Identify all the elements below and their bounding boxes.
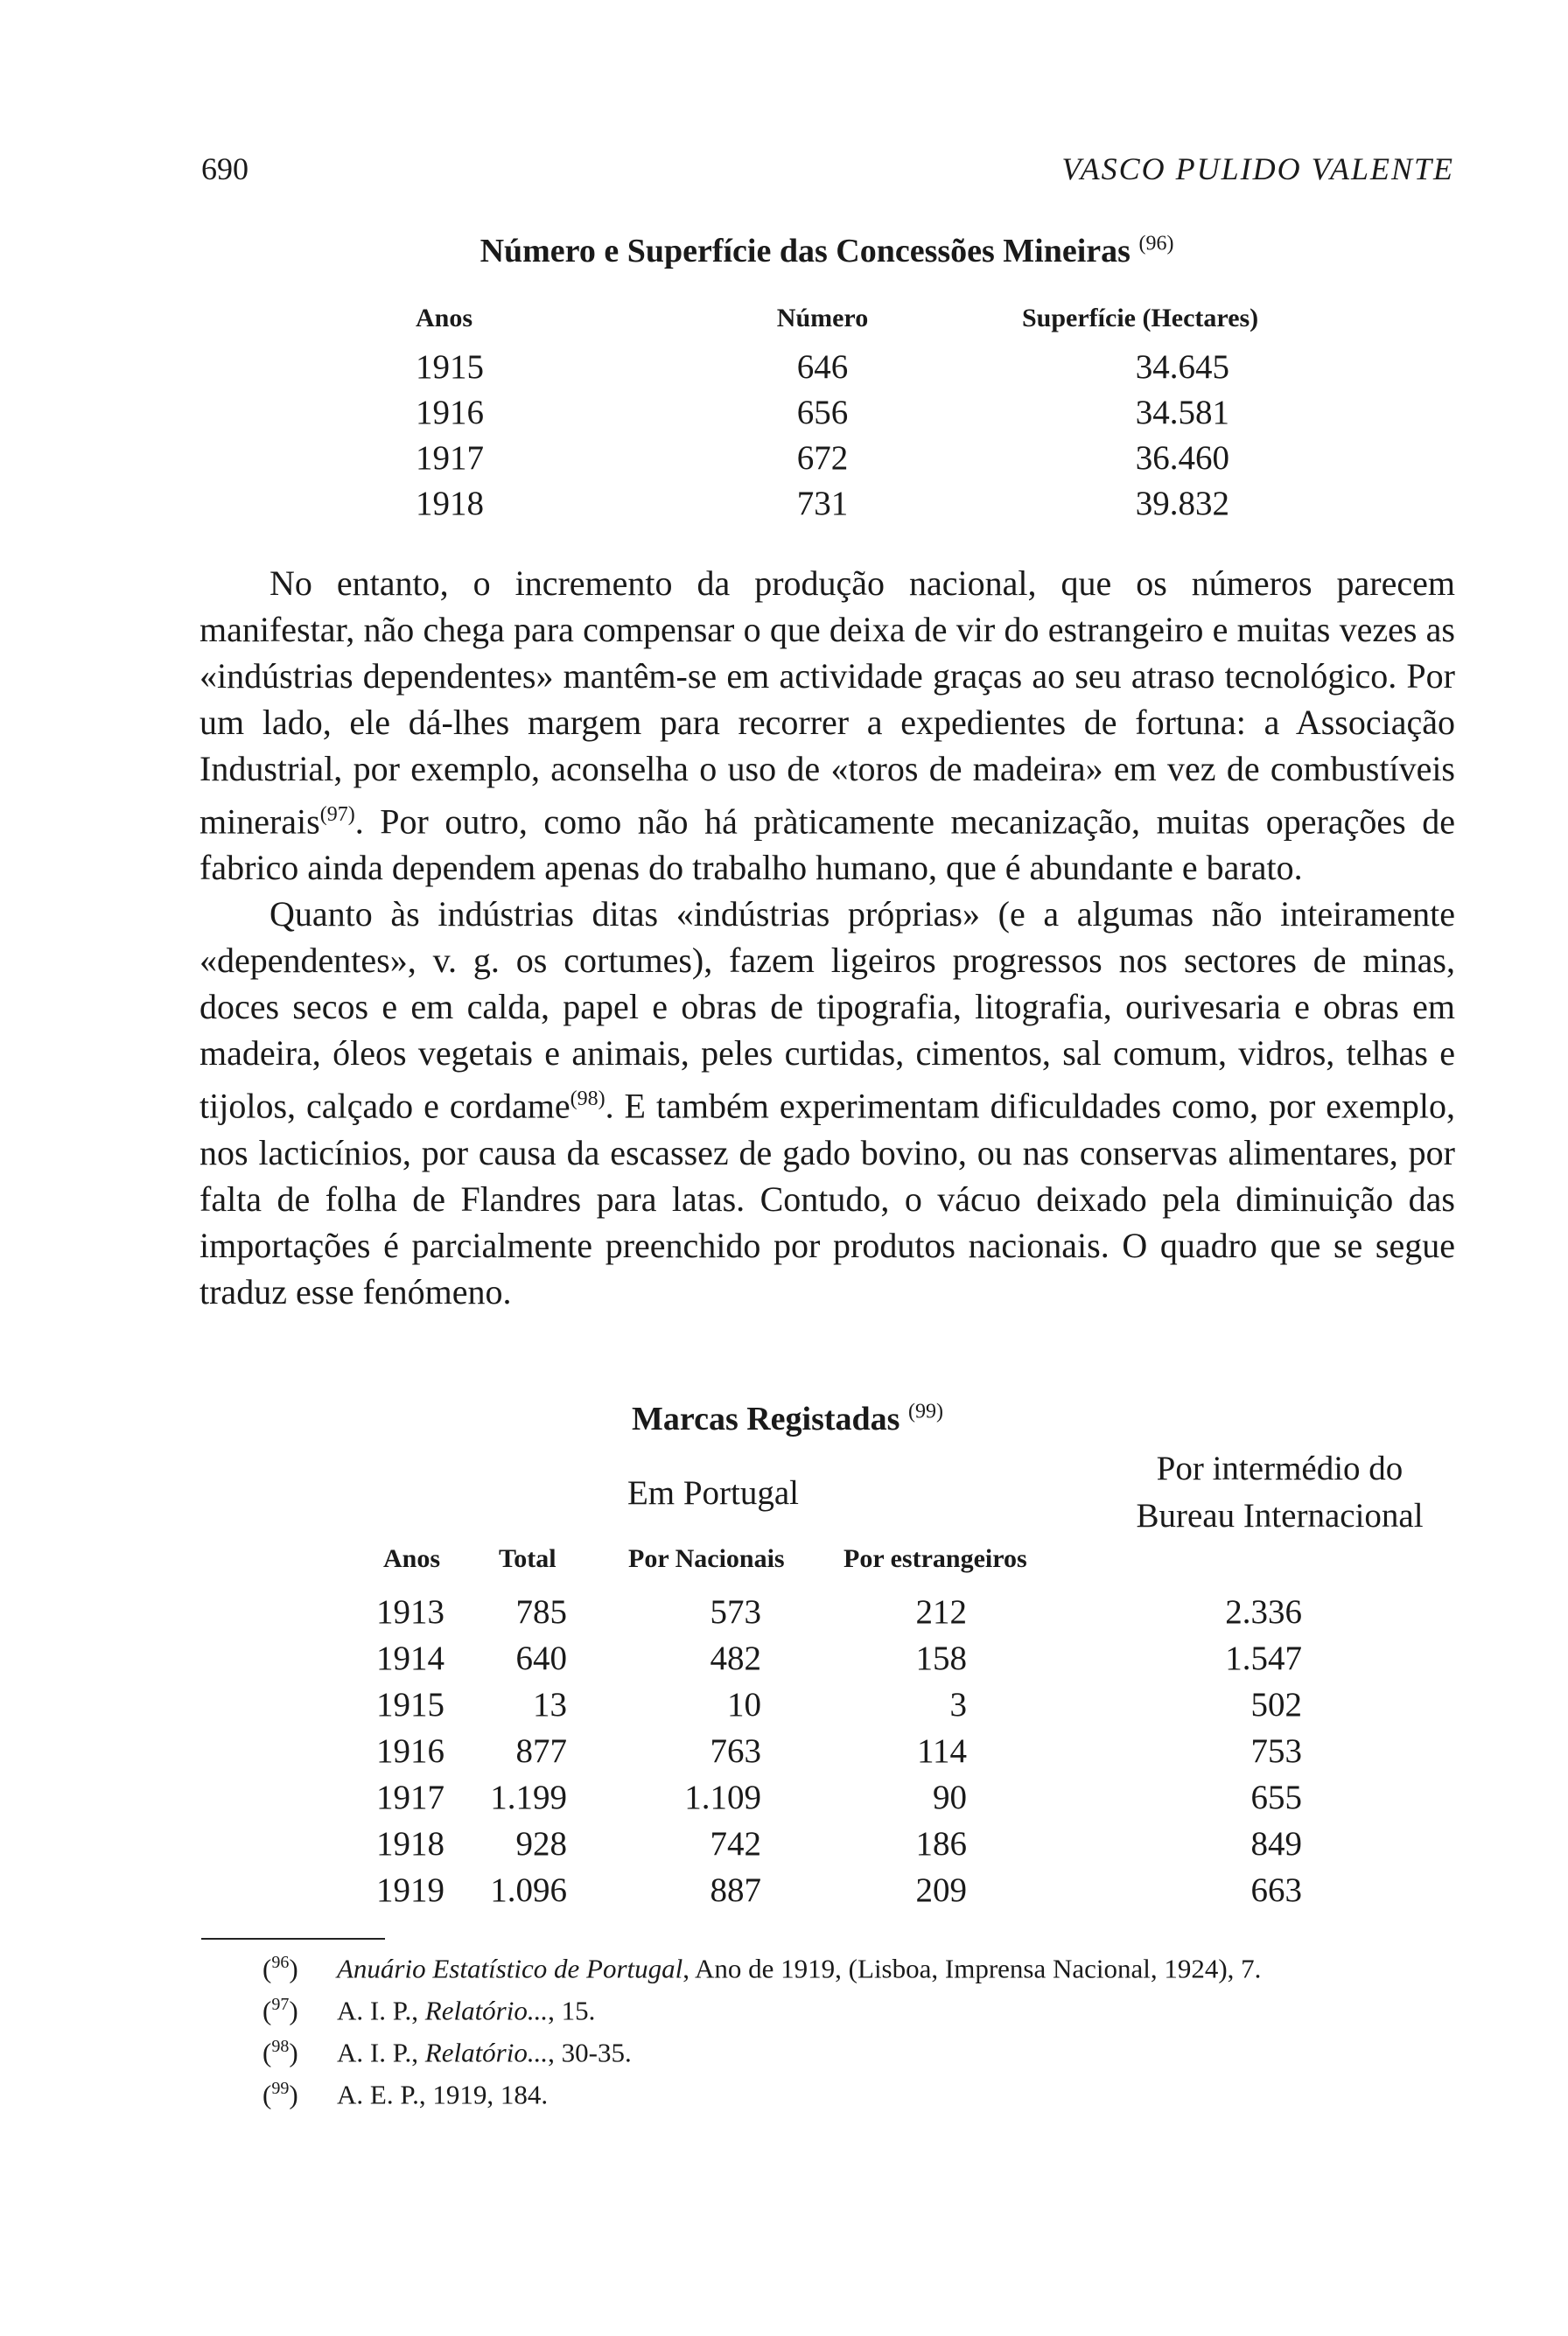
table1-year: 1915 <box>416 348 484 386</box>
table1-number: 672 <box>796 439 849 477</box>
group-header-portugal: Em Portugal <box>626 1474 800 1512</box>
table2-year: 1915 <box>376 1686 444 1724</box>
table1-title-text: Número e Superfície das Concessões Mineiras <box>480 233 1130 269</box>
footnote-number: ($^{98}$) <box>262 2037 298 2068</box>
footnote-prefix: A. I. P., <box>337 1995 425 2026</box>
table2-estrangeiros: 114 <box>916 1732 967 1770</box>
table2-nacionais: 573 <box>710 1593 761 1631</box>
table1-number: 656 <box>796 394 849 431</box>
footnote-item <box>262 1953 1261 1984</box>
table2-note-ref: (99) <box>907 1400 943 1423</box>
footnote-prefix: A. I. P., <box>337 2037 425 2068</box>
table2-bureau: 849 <box>1250 1825 1302 1863</box>
footnote-ref-98: (98) <box>570 1088 606 1111</box>
table2-estrangeiros: 186 <box>915 1825 967 1863</box>
table1-area: 34.645 <box>1135 348 1229 386</box>
table2-estrangeiros: 158 <box>915 1640 967 1677</box>
table2-bureau: 1.547 <box>1225 1640 1302 1677</box>
table2-total: 13 <box>533 1686 567 1724</box>
table2-nacionais: 10 <box>727 1686 761 1724</box>
page-number: 690 <box>201 151 248 186</box>
table2-total: 1.096 <box>490 1871 567 1909</box>
footnote-number: ($^{97}$) <box>262 1995 298 2026</box>
footnote-item <box>262 2079 548 2110</box>
table2-estrangeiros: 90 <box>933 1779 967 1816</box>
paragraph-2: Quanto às indústrias ditas «indústrias próprias» (e a algumas não inteiramente «dependentes», v. g. os cortumes), fazem ligeiros progressos nos sectores de minas, doces secos e em calda, papel e obras de tipografia, litografia, ourivesaria e obras em madeira, óleos vegetais e animais, peles curtidas, cimentos, sal comum, vidros, telhas e tijolos, calçado e cordame$^{(98)}$. E também experimentam dificuldades como, por exemplo, nos lacticínios, por causa da escassez de gado bovino, ou nas conservas alimentares, por falta de folha de Flandres para latas. Contudo, o vácuo deixado pela diminuição das importações é parcialmente preenchido por produtos nacionais. O quadro que se segue traduz esse fenómeno. <box>200 894 1455 1311</box>
table2-bureau: 502 <box>1250 1686 1302 1724</box>
table2-nacionais: 763 <box>710 1732 761 1770</box>
footnote-source-title: Relatório... <box>424 1995 549 2026</box>
table1-note-ref: (96) <box>1138 232 1174 255</box>
table2-bureau: 655 <box>1250 1779 1302 1816</box>
table2-total: 640 <box>515 1640 567 1677</box>
group-header-bureau: Por intermédio do Bureau Internacional <box>1136 1450 1424 1535</box>
table2-total: 928 <box>515 1825 567 1863</box>
table1-year: 1918 <box>416 485 484 522</box>
footnote-text: , 15. <box>548 1995 596 2026</box>
table2-col-estrangeiros: Por estrangeiros <box>844 1544 1027 1573</box>
footnote-rule <box>201 1938 385 1940</box>
table2-year: 1914 <box>376 1640 444 1677</box>
table1-number: 731 <box>796 485 849 522</box>
table2-col-total: Total <box>499 1544 556 1573</box>
footnote-item <box>262 1995 595 2026</box>
table1-area: 34.581 <box>1135 394 1229 431</box>
table2-estrangeiros: 209 <box>915 1871 967 1909</box>
table2-estrangeiros: 3 <box>949 1686 967 1724</box>
table2-total: 877 <box>515 1732 567 1770</box>
table1-col-numero: Número <box>776 304 869 332</box>
running-title: VASCO PULIDO VALENTE <box>1061 151 1454 186</box>
table2-col-nacionais: Por Nacionais <box>628 1544 785 1573</box>
table2-bureau: 663 <box>1250 1871 1302 1909</box>
table2-year: 1918 <box>376 1825 444 1863</box>
table2-year: 1917 <box>376 1779 444 1816</box>
table2-nacionais: 742 <box>710 1825 761 1863</box>
table1-col-anos: Anos <box>416 304 473 332</box>
table2-estrangeiros: 212 <box>915 1593 967 1631</box>
table1-title <box>368 232 1286 270</box>
table2-nacionais: 887 <box>710 1871 761 1909</box>
footnote-text: , 30-35. <box>548 2037 632 2068</box>
body-text <box>200 560 1455 1315</box>
footnote-source-title: Anuário Estatístico de Portugal <box>337 1953 683 1984</box>
table1-year: 1916 <box>416 394 484 431</box>
table2-nacionais: 1.109 <box>684 1779 761 1816</box>
table2-bureau: 2.336 <box>1225 1593 1302 1631</box>
table2-title <box>542 1400 1032 1438</box>
table2-bureau: 753 <box>1250 1732 1302 1770</box>
footnote-prefix: A. E. P., 1919, 184. <box>337 2079 549 2110</box>
footnote-text: , Ano de 1919, (Lisboa, Imprensa Nacional, 1924), 7. <box>682 1953 1262 1984</box>
footnote-number: ($^{96}$) <box>262 1953 298 1984</box>
table1-col-superficie: Superfície (Hectares) <box>1022 304 1259 332</box>
table2-year: 1919 <box>376 1871 444 1909</box>
footnote-item <box>262 2037 632 2068</box>
table2-total: 1.199 <box>490 1779 567 1816</box>
table2-title-text: Marcas Registadas <box>632 1401 900 1437</box>
paragraph-1: No entanto, o incremento da produção nacional, que os números parecem manifestar, não chega para compensar o que deixa de vir do estrangeiro e muitas vezes as «indústrias dependentes» mantêm-se em actividade graças ao seu atraso tecnológico. Por um lado, ele dá-lhes margem para recorrer a expedientes de fortuna: a Associação Industrial, por exemplo, aconselha o uso de «toros de madeira» em vez de combustíveis minerais$^{(97)}$. Por outro, como não há pràticamente mecanização, muitas operações de fabrico ainda dependem apenas do trabalho humano, que é abundante e barato. <box>200 563 1455 888</box>
table2-year: 1913 <box>376 1593 444 1631</box>
table1-number: 646 <box>796 348 849 386</box>
footnote-source-title: Relatório... <box>424 2037 549 2068</box>
table1-area: 39.832 <box>1135 485 1229 522</box>
table2-nacionais: 482 <box>710 1640 761 1677</box>
footnote-number: ($^{99}$) <box>262 2079 298 2110</box>
table2-col-anos: Anos <box>383 1544 441 1573</box>
footnote-ref-97: (97) <box>319 803 355 826</box>
table1-area: 36.460 <box>1135 439 1229 477</box>
table1-year: 1917 <box>416 439 484 477</box>
table2-year: 1916 <box>376 1732 444 1770</box>
table2-total: 785 <box>515 1593 567 1631</box>
